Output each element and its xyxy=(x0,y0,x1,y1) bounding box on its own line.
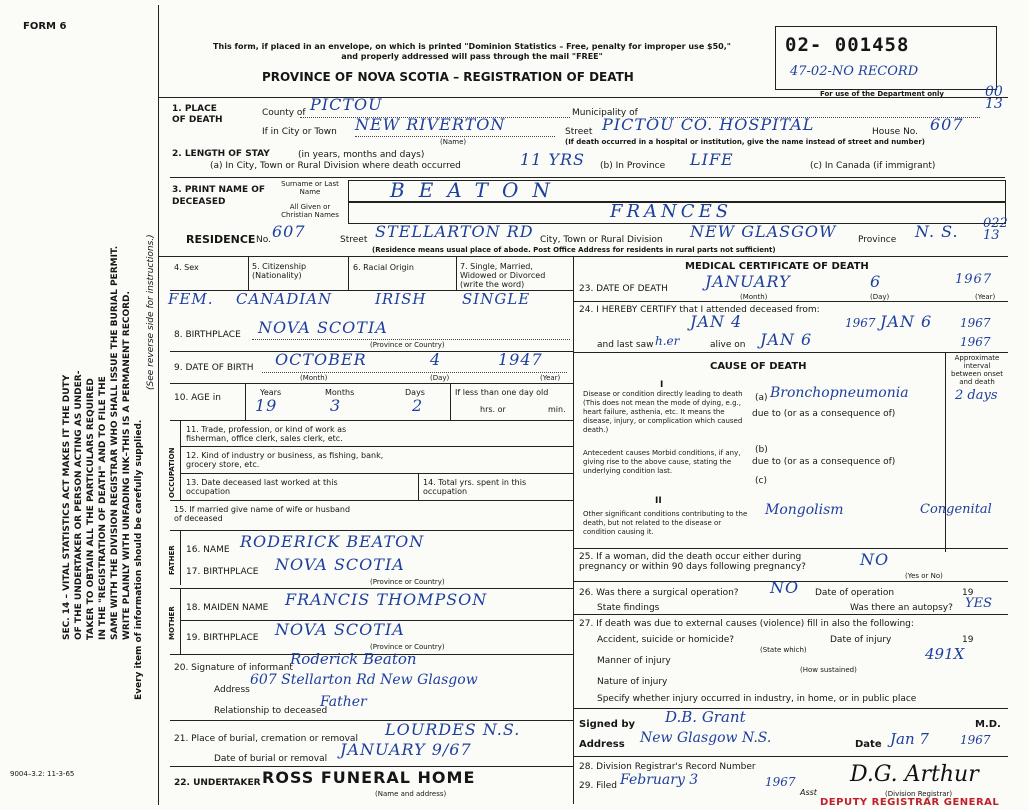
burial-date-label: Date of burial or removal xyxy=(214,754,328,764)
filed-year: 1967 xyxy=(765,775,796,789)
death-year: 1967 xyxy=(955,272,993,287)
undertaker-stamp: ROSS FUNERAL HOME xyxy=(262,768,476,787)
q28-label: 28. Division Registrar's Record Number xyxy=(579,762,756,772)
residence-label: RESIDENCE xyxy=(186,233,256,246)
how-sustained-hint: (How sustained) xyxy=(800,666,857,674)
stay-b-label: (b) In Province xyxy=(600,161,666,171)
alive-label: alive on xyxy=(710,340,746,350)
injury-date-label: Date of injury xyxy=(830,635,892,645)
sign-date: Jan 7 xyxy=(890,730,929,748)
residence-city-label: City, Town or Rural Division xyxy=(540,235,663,245)
medical-header: MEDICAL CERTIFICATE OF DEATH xyxy=(685,261,869,272)
father-side-label: FATHER xyxy=(168,545,176,575)
findings-label: State findings xyxy=(597,603,660,613)
cause-c-label: (c) xyxy=(755,476,767,486)
death-date-label: 23. DATE OF DEATH xyxy=(579,284,668,294)
sidebar-line-5: SAME WITH THE DIVISION REGISTRAR WHO SHALL ISSUE THE BURIAL PERMIT. xyxy=(110,245,120,640)
county-label: County of xyxy=(262,108,306,118)
op-year: 19 xyxy=(962,588,974,598)
birthplace-label: 8. BIRTHPLACE xyxy=(174,330,241,340)
q14-label: 14. Total yrs. spent in this occupation xyxy=(423,478,527,496)
q11-label: 11. Trade, profession, or kind of work as fisherman, office clerk, sales clerk, etc. xyxy=(186,425,347,443)
q27-label: 27. If death was due to external causes (violence) fill in also the following: xyxy=(579,619,914,629)
age-years-label: Years xyxy=(260,388,282,397)
sidebar-line-4: IN THE "REGISTRATION OF DEATH" AND TO FILE THE xyxy=(98,376,108,640)
asst-label: Asst xyxy=(800,788,817,797)
signed-label: Signed by xyxy=(579,719,636,730)
stay-sub: (in years, months and days) xyxy=(298,150,425,160)
stay-label: 2. LENGTH OF STAY xyxy=(172,149,270,159)
dob-month: OCTOBER xyxy=(275,350,367,369)
under-day-label: If less than one day old xyxy=(455,388,549,397)
occupation-side-label: OCCUPATION xyxy=(168,447,176,498)
death-month-hint: (Month) xyxy=(740,293,768,301)
mother-side-label: MOTHER xyxy=(168,606,176,640)
sidebar-line-6: WRITE PLAINLY WITH UNFADING INK–THIS IS A PERMANENT RECORD. xyxy=(122,291,132,640)
alive-year: 1967 xyxy=(960,335,991,349)
q13-label: 13. Date deceased last worked at this occupation xyxy=(186,478,338,496)
dob-label: 9. DATE OF BIRTH xyxy=(174,363,254,373)
cause-a-value: Bronchopneumonia xyxy=(770,385,909,401)
department-note: 47-02-NO RECORD xyxy=(790,64,919,79)
q29-label: 29. Filed xyxy=(579,781,617,791)
deputy-stamp: DEPUTY REGISTRAR GENERAL xyxy=(820,797,1000,808)
age-years: 19 xyxy=(255,396,278,415)
father-birthplace-hint: (Province or Country) xyxy=(370,578,445,586)
marital-label: 7. Single, Married, Widowed or Divorced (write the word) xyxy=(460,262,546,289)
manner-label: Manner of injury xyxy=(597,656,671,666)
antecedent-label: Antecedent causes Morbid conditions, if any, giving rise to the above cause, stating the underlying condition last. xyxy=(583,449,741,475)
residence-street-label: Street xyxy=(340,235,368,245)
autopsy-value: YES xyxy=(965,596,992,611)
burial-place: LOURDES N.S. xyxy=(385,720,521,739)
registrar-signature: D.G. Arthur xyxy=(850,762,979,787)
surname-value: BEATON xyxy=(390,178,564,202)
surname-label: Surname or Last Name xyxy=(281,180,339,196)
part2-label: II xyxy=(655,496,662,506)
department-code: 00 13 xyxy=(985,84,1003,112)
filed-date: February 3 xyxy=(620,772,699,788)
death-year-hint: (Year) xyxy=(975,293,996,301)
dob-day-hint: (Day) xyxy=(430,374,450,382)
q26-value: NO xyxy=(770,578,800,597)
informant-sig-label: 20. Signature of informant xyxy=(174,663,293,673)
dob-year: 1947 xyxy=(498,350,543,369)
doctor-address: New Glasgow N.S. xyxy=(640,730,772,746)
mail-notice: This form, if placed in an envelope, on which is printed "Dominion Statistics – Free, penalty for improper use $50," and properly addressed will pass through the mail "FREE" xyxy=(213,42,731,61)
name-label: 3. PRINT NAME OF DECEASED xyxy=(172,185,266,207)
attend-to: JAN 6 xyxy=(880,312,933,331)
cause-a-label: (a) xyxy=(755,393,768,403)
death-month: JANUARY xyxy=(705,272,791,291)
residence-province-label: Province xyxy=(858,235,897,245)
sidebar-line-3: TAKER TO OBTAIN ALL THE PARTICULARS REQUIRED xyxy=(86,378,96,640)
q25-value: NO xyxy=(860,550,890,569)
street-label: Street xyxy=(565,127,593,137)
residence-street: STELLARTON RD xyxy=(375,222,534,241)
q25-label: 25. If a woman, did the death occur either during pregnancy or within 90 days following pregnancy? xyxy=(579,552,806,572)
misc-number: 491X xyxy=(925,645,965,663)
last-saw-value: h.er xyxy=(655,334,680,348)
age-label: 10. AGE in xyxy=(174,393,221,403)
informant-address-label: Address xyxy=(214,685,250,695)
citizenship-value: CANADIAN xyxy=(236,290,333,308)
marital-value: SINGLE xyxy=(462,290,531,308)
md-label: M.D. xyxy=(975,719,1001,730)
stay-a-label: (a) In City, Town or Rural Division where death occurred xyxy=(210,161,461,171)
accident-label: Accident, suicide or homicide? xyxy=(597,635,735,645)
q26-label: 26. Was there a surgical operation? xyxy=(579,588,739,598)
print-code: 9004–3.2: 11-3-65 xyxy=(10,770,75,778)
residence-code: 022 13 xyxy=(983,216,1008,243)
informant-sig: Roderick Beaton xyxy=(290,650,417,668)
given-value: FRANCES xyxy=(610,201,733,222)
sex-label: 4. Sex xyxy=(174,263,199,272)
street-value: PICTOU CO. HOSPITAL xyxy=(602,115,815,134)
cause-b-label: (b) xyxy=(755,445,768,455)
citizenship-label: 5. Citizenship (Nationality) xyxy=(252,262,307,280)
form-title: PROVINCE OF NOVA SCOTIA – REGISTRATION OF DEATH xyxy=(262,70,634,84)
department-label: For use of the Department only xyxy=(820,90,944,98)
other-conditions-value: Mongolism xyxy=(765,502,844,518)
sex-value: FEM. xyxy=(168,290,214,308)
mother-maiden: FRANCIS THOMPSON xyxy=(285,590,488,609)
age-days-label: Days xyxy=(405,388,425,397)
registrar-label: (Division Registrar) xyxy=(885,790,953,798)
given-label: All Given or Christian Names xyxy=(281,203,339,219)
undertaker-hint: (Name and address) xyxy=(375,790,447,798)
birthplace-hint: (Province or Country) xyxy=(370,341,445,349)
birthplace-value: NOVA SCOTIA xyxy=(258,318,388,337)
place-label: 1. PLACE OF DEATH xyxy=(172,104,223,125)
due-to-2: due to (or as a consequence of) xyxy=(752,457,896,467)
dob-year-hint: (Year) xyxy=(540,374,561,382)
origin-value: IRISH xyxy=(375,290,427,308)
registration-number: 02- 001458 xyxy=(785,34,910,56)
cause-a-interval: 2 days xyxy=(955,388,998,403)
q12-label: 12. Kind of industry or business, as fishing, bank, grocery store, etc. xyxy=(186,451,384,469)
due-to-1: due to (or as a consequence of) xyxy=(752,409,896,419)
attend-from-year: 1967 xyxy=(845,316,876,330)
direct-cause-label: Disease or condition directly leading to death (This does not mean the mode of dying, e.g., heart failure, asthenia, etc. It means the disease, injury, or complication which caused death.) xyxy=(583,390,743,434)
stay-a-value: 11 YRS xyxy=(520,150,586,169)
city-name-hint: (Name) xyxy=(440,138,467,146)
state-which-hint: (State which) xyxy=(760,646,807,654)
dob-month-hint: (Month) xyxy=(300,374,328,382)
sidebar-line-8: (See reverse side for instructions.) xyxy=(146,234,156,390)
age-months-label: Months xyxy=(325,388,355,397)
street-note: (If death occurred in a hospital or institution, give the name instead of street and number) xyxy=(565,138,925,146)
autopsy-label: Was there an autopsy? xyxy=(850,603,953,613)
cause-header: CAUSE OF DEATH xyxy=(710,361,807,372)
part1-label: I xyxy=(660,380,664,390)
doctor-address-label: Address xyxy=(579,739,625,750)
age-months: 3 xyxy=(330,396,342,415)
residence-note: (Residence means usual place of abode. Post Office Address for residents in rural parts not sufficient) xyxy=(372,246,776,254)
sign-date-label: Date xyxy=(855,739,882,750)
county-value: PICTOU xyxy=(310,95,383,114)
interval-header: Approximate interval between onset and death xyxy=(951,354,1003,386)
father-birthplace: NOVA SCOTIA xyxy=(275,555,405,574)
death-day-hint: (Day) xyxy=(870,293,890,301)
residence-no: 607 xyxy=(272,222,306,241)
father-name-label: 16. NAME xyxy=(186,545,230,555)
age-days: 2 xyxy=(412,396,424,415)
doctor-signature: D.B. Grant xyxy=(665,708,746,726)
op-date-label: Date of operation xyxy=(815,588,895,598)
sidebar-line-1: SEC. 14 – VITAL STATISTICS ACT MAKES IT THE DUTY xyxy=(62,374,72,640)
city-label: If in City or Town xyxy=(262,127,337,137)
yes-no-hint: (Yes or No) xyxy=(905,572,943,580)
residence-province: N. S. xyxy=(915,222,959,241)
attend-to-year: 1967 xyxy=(960,316,991,330)
city-value: NEW RIVERTON xyxy=(355,115,506,134)
municipality-label: Municipality of xyxy=(572,108,638,118)
informant-rel-label: Relationship to deceased xyxy=(214,706,328,716)
house-value: 607 xyxy=(930,115,964,134)
mother-maiden-label: 18. MAIDEN NAME xyxy=(186,603,269,613)
certify-label: 24. I HEREBY CERTIFY that I attended deceased from: xyxy=(579,305,820,315)
min-label: min. xyxy=(548,405,566,414)
mother-birthplace-hint: (Province or Country) xyxy=(370,643,445,651)
burial-date: JANUARY 9/67 xyxy=(340,740,472,759)
last-saw-label: and last saw xyxy=(597,340,654,350)
q15-label: 15. If married give name of wife or husband of deceased xyxy=(174,505,351,523)
mother-birthplace: NOVA SCOTIA xyxy=(275,620,405,639)
other-conditions-label: Other significant conditions contributing to the death, but not related to the disease or condition causing it. xyxy=(583,510,748,536)
attend-from: JAN 4 xyxy=(690,312,743,331)
residence-no-label: No. xyxy=(256,235,271,245)
informant-address: 607 Stellarton Rd New Glasgow xyxy=(250,672,478,688)
burial-place-label: 21. Place of burial, cremation or removal xyxy=(174,734,358,744)
injury-year: 19 xyxy=(962,635,974,645)
alive-value: JAN 6 xyxy=(760,330,813,349)
specify-label: Specify whether injury occurred in industry, in home, or in public place xyxy=(597,694,917,704)
other-conditions-interval: Congenital xyxy=(920,502,992,517)
sidebar-line-2: OF THE UNDERTAKER OR PERSON ACTING AS UNDER- xyxy=(74,370,84,640)
father-birthplace-label: 17. BIRTHPLACE xyxy=(186,567,259,577)
stay-b-value: LIFE xyxy=(690,150,734,169)
origin-label: 6. Racial Origin xyxy=(353,263,414,272)
father-name: RODERICK BEATON xyxy=(240,532,425,551)
nature-label: Nature of injury xyxy=(597,677,668,687)
form-number: FORM 6 xyxy=(23,21,67,32)
residence-city: NEW GLASGOW xyxy=(690,222,837,241)
hrs-label: hrs. or xyxy=(480,405,506,414)
sign-year: 1967 xyxy=(960,733,991,747)
dob-day: 4 xyxy=(430,350,442,369)
house-label: House No. xyxy=(872,127,919,137)
sidebar-line-7: Every item of information should be carefully supplied. xyxy=(134,419,144,700)
stay-c-label: (c) In Canada (if immigrant) xyxy=(810,161,936,171)
undertaker-label: 22. UNDERTAKER xyxy=(174,778,261,788)
mother-birthplace-label: 19. BIRTHPLACE xyxy=(186,633,259,643)
informant-rel: Father xyxy=(320,694,367,710)
death-day: 6 xyxy=(870,272,882,291)
